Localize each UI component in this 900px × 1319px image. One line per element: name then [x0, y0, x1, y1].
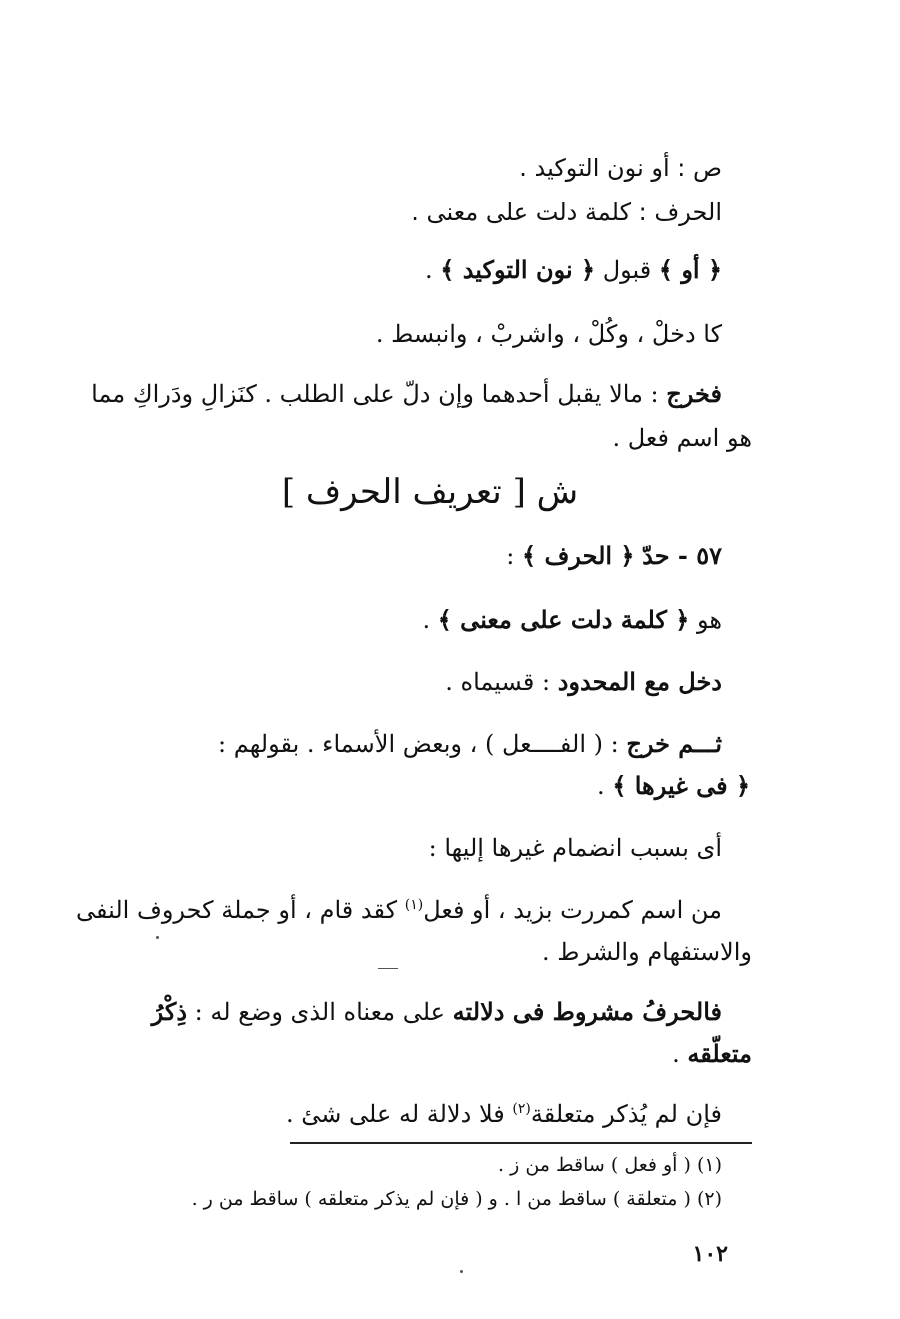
- period: .: [597, 772, 605, 800]
- section-heading-text: ش [ تعريف الحرف ]: [281, 472, 579, 512]
- numbered-definition: ٥٧ - حدّ: [642, 541, 722, 570]
- text-line-2-content: الحرف : كلمة دلت على معنى .: [411, 198, 722, 226]
- text-line-13: [72, 894, 722, 926]
- footnote-ref-2[interactable]: (٢): [512, 1101, 531, 1117]
- text-line-5: [72, 378, 722, 410]
- section-heading: [230, 470, 630, 514]
- text-line-7: [162, 540, 722, 572]
- bold-dakhala: دخل مع المحدود: [557, 667, 722, 696]
- bold-mutaallaqih: متعلّقه: [687, 1039, 752, 1068]
- scan-speck: [460, 1270, 463, 1273]
- text-line-15: [72, 996, 722, 1028]
- text-line-9-rest: : قسيماه .: [445, 668, 551, 696]
- bold-thumma-kharaja: ثـــم خرج: [626, 729, 722, 758]
- quoted-term-aw: ﴿ أو ﴾: [658, 255, 722, 284]
- text-line-14-content: والاستفهام والشرط .: [542, 938, 752, 966]
- text-line-10: [72, 728, 722, 760]
- text-line-4: [162, 318, 722, 350]
- bold-dhikr: ذِكْرُ: [151, 997, 188, 1026]
- text-line-17-a: فإن لم يُذكر متعلقة: [530, 1100, 722, 1128]
- page-number-text: ١٠٢: [692, 1241, 728, 1267]
- period: .: [672, 1040, 680, 1068]
- text-line-12-content: أى بسبب انضمام غيرها إليها :: [428, 834, 722, 862]
- quoted-term-nun-tawkid: ﴿ نون التوكيد ﴾: [440, 255, 596, 284]
- word-huwa: هو: [696, 606, 722, 634]
- text-line-14: [352, 936, 752, 968]
- quoted-definition: ﴿ كلمة دلت على معنى ﴾: [437, 605, 690, 634]
- bold-fakharaja: فخرج: [666, 379, 722, 408]
- period: .: [425, 256, 433, 284]
- quoted-term-fi-ghayriha: ﴿ فى غيرها ﴾: [612, 771, 750, 800]
- footnote-1: [162, 1152, 722, 1178]
- word-qubul: قبول: [602, 256, 652, 284]
- text-line-9: [162, 666, 722, 698]
- text-line-10-rest: : ( الفــــعل ) ، وبعض الأسماء . بقولهم :: [218, 730, 619, 758]
- footnote-divider: [290, 1142, 752, 1144]
- scan-speck: [378, 968, 398, 969]
- text-line-5-rest: : مالا يقبل أحدهما وإن دلّ على الطلب . كنَزالِ ودَراكِ مما: [91, 380, 659, 408]
- quoted-term-harf: ﴿ الحرف ﴾: [522, 541, 635, 570]
- colon: :: [506, 542, 515, 570]
- text-line-1-content: ص : أو نون التوكيد .: [519, 154, 722, 182]
- footnote-2-text: (٢) ( متعلقة ) ساقط من ا . و ( فإن لم يذكر متعلقه ) ساقط من ر .: [191, 1188, 722, 1210]
- text-line-4-content: كا دخلْ ، وكُلْ ، واشربْ ، وانبسط .: [375, 320, 722, 348]
- footnote-2: [102, 1186, 722, 1212]
- text-line-17-b: فلا دلالة له على شئ .: [286, 1100, 505, 1128]
- text-line-15-rest: على معناه الذى وضع له :: [194, 998, 446, 1026]
- period: .: [422, 606, 431, 634]
- text-line-13-a: من اسم كمررت بزيد ، أو فعل: [423, 896, 722, 924]
- text-line-1: [162, 152, 722, 184]
- bold-harf-mashrut: فالحرفُ مشروط فى دلالته: [452, 997, 722, 1026]
- text-line-2: [162, 196, 722, 228]
- footnote-1-text: (١) ( أو فعل ) ساقط من ز .: [498, 1154, 722, 1176]
- text-line-11: [190, 770, 750, 802]
- text-line-6-content: هو اسم فعل .: [612, 424, 752, 452]
- text-line-13-b: كقد قام ، أو جملة كحروف النفى: [75, 896, 398, 924]
- text-line-3: [162, 254, 722, 286]
- text-line-16: [352, 1038, 752, 1070]
- page-number: [608, 1240, 728, 1268]
- text-line-12: [162, 832, 722, 864]
- footnote-ref-1[interactable]: (١): [404, 897, 424, 913]
- text-line-6: [352, 422, 752, 454]
- text-line-8: [162, 604, 722, 636]
- text-line-17: [162, 1098, 722, 1130]
- scan-speck: [156, 936, 159, 939]
